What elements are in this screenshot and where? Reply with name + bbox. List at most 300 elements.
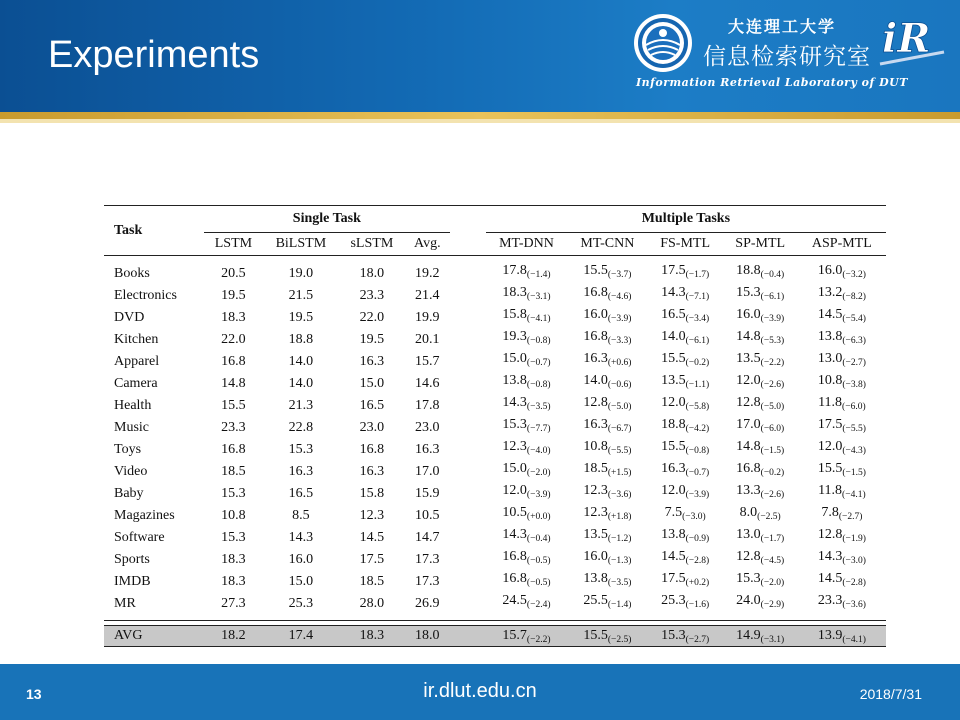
cell-delta: (−4.1) bbox=[526, 314, 551, 324]
cell-delta: (−1.7) bbox=[760, 534, 785, 544]
table-row bbox=[104, 328, 886, 350]
cell-value: 15.3 bbox=[221, 485, 246, 501]
university-emblem-icon bbox=[633, 13, 693, 73]
cell-value: 23.0 bbox=[359, 419, 385, 435]
cell-value: 14.6 bbox=[415, 375, 440, 391]
cell-value: 8.5 bbox=[292, 507, 310, 523]
cell-delta: (−8.2) bbox=[842, 292, 866, 302]
table-cell bbox=[405, 482, 450, 504]
cell-value: IMDB bbox=[114, 573, 151, 589]
multiple-tasks-group-header: Multiple Tasks bbox=[486, 206, 886, 233]
table-cell bbox=[486, 372, 567, 394]
cell-value: 18.3 bbox=[221, 309, 246, 325]
cell-value: 18.0 bbox=[415, 628, 440, 643]
cell-value: 19.5 bbox=[221, 287, 246, 303]
cell-value: 15.3 bbox=[221, 529, 246, 545]
cell-value: 28.0 bbox=[359, 595, 385, 611]
lab-name-en: Information Retrieval Laboratory of DUT bbox=[636, 76, 908, 89]
cell-value: 14.3 bbox=[817, 549, 843, 564]
delta-value: −0.4 bbox=[530, 534, 548, 544]
delta-value: −2.2 bbox=[763, 358, 782, 368]
cell-delta: (−5.3) bbox=[760, 336, 785, 346]
cell-delta: (−3.9) bbox=[607, 314, 632, 324]
cell-value: 12.8 bbox=[817, 527, 843, 542]
cell-value: 15.3 bbox=[661, 627, 686, 643]
delta-value: −1.6 bbox=[688, 600, 706, 610]
delta-value: −1.4 bbox=[611, 600, 629, 610]
cell-value: 12.3 bbox=[583, 505, 608, 520]
cell-value: 16.5 bbox=[661, 307, 686, 322]
delta-value: −2.5 bbox=[611, 634, 629, 645]
cell-delta: (−0.7) bbox=[685, 468, 710, 478]
delta-value: −5.8 bbox=[688, 402, 706, 412]
cell-value: 23.3 bbox=[359, 287, 385, 303]
cell-value: Video bbox=[114, 463, 148, 479]
cell-delta: (−5.8) bbox=[685, 402, 710, 412]
cell-value: 16.3 bbox=[583, 417, 608, 432]
table-cell bbox=[405, 504, 450, 526]
cell-value: 15.3 bbox=[502, 417, 527, 432]
table-cell bbox=[104, 548, 204, 570]
ir-lab-logo-icon bbox=[876, 12, 948, 70]
delta-value: −2.0 bbox=[530, 468, 548, 478]
table-cell bbox=[798, 438, 886, 460]
cell-delta: (−7.7) bbox=[526, 424, 551, 434]
table-cell bbox=[339, 306, 405, 328]
table-cell bbox=[648, 482, 723, 504]
table-row bbox=[104, 372, 886, 394]
table-cell bbox=[723, 328, 798, 350]
cell-value: 17.0 bbox=[736, 417, 761, 432]
table-cell bbox=[723, 350, 798, 372]
cell-delta: (−3.6) bbox=[842, 600, 866, 610]
table-cell bbox=[204, 438, 263, 460]
table-cell bbox=[405, 526, 450, 548]
cell-value: 18.5 bbox=[221, 463, 246, 479]
cell-value: 13.8 bbox=[817, 329, 843, 344]
cell-value: 11.8 bbox=[818, 483, 843, 498]
table-row bbox=[104, 570, 886, 592]
cell-value: 16.3 bbox=[415, 441, 440, 457]
cell-delta: (−3.0) bbox=[682, 512, 706, 522]
cell-delta: (−1.1) bbox=[685, 380, 710, 390]
cell-delta: (−2.0) bbox=[526, 468, 551, 478]
table-cell bbox=[104, 482, 204, 504]
cell-value: 12.8 bbox=[736, 549, 761, 564]
cell-delta: (−5.5) bbox=[607, 446, 632, 456]
table-row bbox=[104, 438, 886, 460]
delta-value: +0.0 bbox=[530, 512, 548, 522]
table-cell bbox=[104, 592, 204, 621]
table-cell bbox=[204, 526, 263, 548]
cell-delta: (−2.2) bbox=[526, 634, 551, 645]
cell-delta: (−3.8) bbox=[842, 380, 866, 390]
table-cell bbox=[798, 328, 886, 350]
table-cell bbox=[339, 592, 405, 621]
cell-delta: (−0.2) bbox=[760, 468, 785, 478]
cell-value: 19.5 bbox=[359, 331, 385, 347]
table-cell bbox=[486, 548, 567, 570]
table-cell bbox=[486, 438, 567, 460]
cell-delta: (−3.7) bbox=[607, 270, 632, 280]
table-cell bbox=[339, 548, 405, 570]
table-cell bbox=[104, 256, 204, 285]
table-column-header-row bbox=[104, 233, 886, 256]
cell-value: 20.5 bbox=[221, 265, 246, 281]
table-cell bbox=[263, 526, 339, 548]
delta-value: −2.5 bbox=[760, 512, 778, 522]
cell-value: Health bbox=[114, 397, 152, 413]
cell-delta: (−4.1) bbox=[842, 634, 866, 645]
cell-delta: (−2.5) bbox=[757, 512, 781, 522]
cell-delta: (−2.8) bbox=[685, 556, 710, 566]
cell-delta: (−0.5) bbox=[526, 556, 551, 566]
table-cell bbox=[263, 256, 339, 285]
footer-url: ir.dlut.edu.cn bbox=[423, 680, 537, 702]
table-cell bbox=[798, 256, 886, 285]
results-table bbox=[104, 205, 886, 647]
table-cell bbox=[648, 284, 723, 306]
delta-value: −3.9 bbox=[763, 314, 782, 324]
table-cell bbox=[204, 416, 263, 438]
table-cell bbox=[798, 460, 886, 482]
cell-delta: (−0.8) bbox=[685, 446, 710, 456]
cell-value: 15.5 bbox=[661, 351, 686, 366]
cell-value: 18.8 bbox=[736, 263, 761, 278]
cell-value: 25.5 bbox=[583, 593, 608, 608]
cell-value: 10.8 bbox=[221, 507, 246, 523]
table-cell bbox=[405, 350, 450, 372]
table-cell bbox=[723, 592, 798, 621]
table-cell bbox=[798, 306, 886, 328]
cell-delta: (−0.6) bbox=[607, 380, 632, 390]
cell-value: 13.5 bbox=[583, 527, 608, 542]
table-cell bbox=[405, 256, 450, 285]
table-cell bbox=[567, 592, 647, 621]
table-cell bbox=[263, 482, 339, 504]
table-cell bbox=[104, 460, 204, 482]
table-cell bbox=[486, 394, 567, 416]
delta-value: −2.9 bbox=[763, 600, 782, 610]
cell-value: 12.0 bbox=[502, 483, 527, 498]
cell-value: Kitchen bbox=[114, 331, 159, 347]
table-body bbox=[104, 256, 886, 647]
cell-value: 25.3 bbox=[661, 593, 686, 608]
cell-value: Baby bbox=[114, 485, 144, 501]
table-cell bbox=[486, 256, 567, 285]
delta-value: −1.3 bbox=[611, 556, 629, 566]
cell-value: 13.5 bbox=[661, 373, 686, 388]
table-cell bbox=[723, 526, 798, 548]
table-cell bbox=[263, 548, 339, 570]
delta-value: −0.8 bbox=[530, 336, 548, 346]
table-cell bbox=[263, 592, 339, 621]
cell-value: 15.0 bbox=[288, 573, 314, 589]
table-cell bbox=[339, 394, 405, 416]
task-column-header: Task bbox=[104, 206, 204, 256]
table-cell bbox=[263, 306, 339, 328]
table-cell bbox=[648, 460, 723, 482]
table-cell bbox=[648, 328, 723, 350]
table-cell bbox=[798, 592, 886, 621]
delta-value: −1.1 bbox=[688, 380, 706, 390]
table-cell bbox=[104, 416, 204, 438]
cell-value: 15.3 bbox=[288, 441, 314, 457]
cell-value: 14.3 bbox=[502, 395, 527, 410]
table-cell bbox=[648, 570, 723, 592]
cell-delta: (−1.6) bbox=[685, 600, 710, 610]
table-cell bbox=[648, 372, 723, 394]
delta-value: +1.8 bbox=[611, 512, 629, 522]
column-header: BiLSTM bbox=[263, 233, 339, 256]
table-cell bbox=[104, 306, 204, 328]
cell-value: 18.5 bbox=[359, 573, 385, 589]
cell-value: 23.0 bbox=[415, 419, 440, 435]
cell-delta: (−3.5) bbox=[526, 402, 551, 412]
column-header: LSTM bbox=[204, 233, 263, 256]
cell-delta: (−6.3) bbox=[842, 336, 866, 346]
cell-value: 13.9 bbox=[817, 627, 843, 643]
cell-value: 18.0 bbox=[359, 265, 385, 281]
table-group-header-row bbox=[104, 206, 886, 233]
delta-value: −5.3 bbox=[763, 336, 782, 346]
table-cell bbox=[104, 284, 204, 306]
cell-value: 11.8 bbox=[818, 395, 843, 410]
table-row bbox=[104, 256, 886, 285]
delta-value: −1.7 bbox=[688, 270, 706, 280]
table-cell bbox=[567, 350, 647, 372]
cell-value: 18.3 bbox=[359, 628, 385, 643]
cell-value: 17.5 bbox=[661, 263, 686, 278]
cell-value: 8.0 bbox=[739, 505, 758, 520]
delta-value: −2.2 bbox=[530, 634, 548, 645]
cell-value: 10.8 bbox=[583, 439, 608, 454]
delta-value: −3.3 bbox=[611, 336, 629, 346]
table-cell bbox=[104, 626, 204, 647]
cell-value: 14.0 bbox=[661, 329, 686, 344]
delta-value: −4.5 bbox=[763, 556, 782, 566]
cell-value: 16.8 bbox=[583, 329, 608, 344]
cell-value: 14.0 bbox=[583, 373, 608, 388]
cell-value: 12.3 bbox=[359, 507, 385, 523]
cell-value: 26.9 bbox=[415, 595, 440, 611]
table-cell bbox=[486, 460, 567, 482]
table-row bbox=[104, 592, 886, 621]
delta-value: −6.1 bbox=[763, 292, 782, 302]
cell-value: 14.3 bbox=[502, 527, 527, 542]
table-cell bbox=[486, 284, 567, 306]
table-cell bbox=[263, 394, 339, 416]
cell-delta: (−2.7) bbox=[842, 358, 866, 368]
cell-value: 19.0 bbox=[288, 265, 314, 281]
table-cell bbox=[204, 256, 263, 285]
cell-value: 16.0 bbox=[736, 307, 761, 322]
footer-date: 2018/7/31 bbox=[859, 686, 922, 702]
cell-value: 23.3 bbox=[221, 419, 246, 435]
delta-value: −3.8 bbox=[845, 380, 863, 390]
column-header: sLSTM bbox=[339, 233, 405, 256]
table-row bbox=[104, 526, 886, 548]
table-cell bbox=[339, 460, 405, 482]
cell-delta: (−1.3) bbox=[607, 556, 632, 566]
delta-value: −0.8 bbox=[530, 380, 548, 390]
cell-value: 15.3 bbox=[736, 571, 761, 586]
delta-value: −3.5 bbox=[611, 578, 629, 588]
table-cell bbox=[567, 570, 647, 592]
delta-value: −7.7 bbox=[530, 424, 548, 434]
cell-value: 17.8 bbox=[502, 263, 527, 278]
cell-value: 18.2 bbox=[221, 628, 246, 643]
column-header: MT-CNN bbox=[567, 233, 647, 256]
cell-delta: (+0.2) bbox=[685, 578, 710, 588]
cell-value: 15.9 bbox=[415, 485, 440, 501]
table-cell bbox=[263, 626, 339, 647]
delta-value: +0.2 bbox=[688, 578, 706, 588]
cell-value: 14.0 bbox=[288, 353, 314, 369]
delta-value: −5.4 bbox=[845, 314, 863, 324]
table-cell bbox=[648, 504, 723, 526]
table-cell bbox=[204, 626, 263, 647]
cell-delta: (−3.6) bbox=[607, 490, 632, 500]
cell-value: 17.3 bbox=[415, 551, 440, 567]
table-row bbox=[104, 482, 886, 504]
cell-value: 17.4 bbox=[288, 628, 314, 643]
column-header: FS-MTL bbox=[648, 233, 723, 256]
cell-value: 21.4 bbox=[415, 287, 440, 303]
cell-delta: (−0.2) bbox=[685, 358, 710, 368]
cell-delta: (−3.3) bbox=[607, 336, 632, 346]
delta-value: −4.1 bbox=[530, 314, 548, 324]
table-row bbox=[104, 548, 886, 570]
cell-value: 23.3 bbox=[817, 593, 843, 608]
cell-value: 14.5 bbox=[359, 529, 385, 545]
cell-value: 15.5 bbox=[221, 397, 246, 413]
delta-value: −0.6 bbox=[611, 380, 629, 390]
cell-delta: (−1.7) bbox=[685, 270, 710, 280]
table-cell bbox=[339, 372, 405, 394]
cell-delta: (−6.7) bbox=[607, 424, 632, 434]
cell-delta: (−4.5) bbox=[760, 556, 785, 566]
table-cell bbox=[648, 592, 723, 621]
cell-delta: (−1.9) bbox=[842, 534, 866, 544]
cell-value: 16.3 bbox=[359, 353, 385, 369]
delta-value: −3.7 bbox=[611, 270, 629, 280]
table-cell bbox=[204, 350, 263, 372]
table-row bbox=[104, 416, 886, 438]
cell-delta: (−2.5) bbox=[607, 634, 632, 645]
cell-value: 17.0 bbox=[415, 463, 440, 479]
table-cell bbox=[339, 504, 405, 526]
table-cell bbox=[204, 460, 263, 482]
cell-value: 16.0 bbox=[288, 551, 314, 567]
cell-value: 22.8 bbox=[288, 419, 314, 435]
cell-value: 15.5 bbox=[583, 627, 608, 643]
cell-delta: (+1.5) bbox=[607, 468, 632, 478]
table-cell bbox=[204, 504, 263, 526]
cell-value: 14.3 bbox=[661, 285, 686, 300]
cell-value: Toys bbox=[114, 441, 142, 457]
table-cell bbox=[723, 284, 798, 306]
table-cell bbox=[648, 350, 723, 372]
single-task-group-header: Single Task bbox=[204, 206, 450, 233]
cell-delta: (+0.0) bbox=[526, 512, 551, 522]
table-cell bbox=[486, 504, 567, 526]
delta-value: −2.7 bbox=[688, 634, 706, 645]
table-cell bbox=[204, 394, 263, 416]
cell-value: 18.8 bbox=[288, 331, 314, 347]
cell-value: 17.5 bbox=[817, 417, 843, 432]
cell-value: 19.9 bbox=[415, 309, 440, 325]
cell-value: Software bbox=[114, 529, 165, 545]
cell-value: 14.5 bbox=[817, 307, 843, 322]
table-cell bbox=[798, 526, 886, 548]
delta-value: −6.1 bbox=[688, 336, 706, 346]
cell-value: 12.0 bbox=[661, 395, 686, 410]
table-cell bbox=[486, 526, 567, 548]
cell-value: 14.8 bbox=[736, 329, 761, 344]
table-cell bbox=[204, 328, 263, 350]
delta-value: +1.5 bbox=[611, 468, 629, 478]
table-cell bbox=[723, 548, 798, 570]
slide-title: Experiments bbox=[48, 34, 260, 76]
cell-value: Magazines bbox=[114, 507, 175, 523]
table-cell bbox=[104, 570, 204, 592]
delta-value: −0.4 bbox=[763, 270, 782, 280]
table-cell bbox=[339, 570, 405, 592]
cell-value: 14.5 bbox=[661, 549, 686, 564]
table-cell bbox=[204, 570, 263, 592]
delta-value: −7.1 bbox=[688, 292, 706, 302]
cell-delta: (+1.8) bbox=[607, 512, 632, 522]
delta-value: −0.8 bbox=[688, 446, 706, 456]
cell-delta: (−0.8) bbox=[526, 336, 551, 346]
cell-value: 18.3 bbox=[221, 551, 246, 567]
cell-value: 22.0 bbox=[359, 309, 385, 325]
cell-delta: (−3.2) bbox=[842, 270, 866, 280]
table-cell bbox=[798, 416, 886, 438]
delta-value: −1.4 bbox=[530, 270, 548, 280]
delta-value: −5.5 bbox=[845, 424, 863, 434]
delta-value: −0.5 bbox=[530, 578, 548, 588]
cell-value: 16.3 bbox=[359, 463, 385, 479]
cell-value: 17.5 bbox=[661, 571, 686, 586]
table-cell bbox=[263, 284, 339, 306]
delta-value: −4.1 bbox=[845, 634, 863, 645]
delta-value: −3.1 bbox=[530, 292, 548, 302]
table-cell bbox=[204, 372, 263, 394]
table-cell bbox=[567, 394, 647, 416]
cell-delta: (−4.1) bbox=[842, 490, 866, 500]
cell-value: 13.0 bbox=[736, 527, 761, 542]
cell-value: 16.8 bbox=[502, 571, 527, 586]
table-cell bbox=[486, 306, 567, 328]
table-cell bbox=[648, 626, 723, 647]
cell-value: 16.5 bbox=[288, 485, 314, 501]
cell-value: 16.8 bbox=[736, 461, 761, 476]
table-cell bbox=[486, 416, 567, 438]
cell-value: 21.3 bbox=[288, 397, 314, 413]
header-gold-fade bbox=[0, 119, 960, 123]
delta-value: −1.7 bbox=[763, 534, 782, 544]
cell-value: DVD bbox=[114, 309, 145, 325]
cell-value: 15.0 bbox=[502, 461, 527, 476]
table-cell bbox=[486, 328, 567, 350]
table-cell bbox=[723, 482, 798, 504]
cell-value: 16.0 bbox=[583, 549, 608, 564]
table-cell bbox=[405, 372, 450, 394]
cell-value: 21.5 bbox=[288, 287, 314, 303]
delta-value: −6.0 bbox=[763, 424, 782, 434]
